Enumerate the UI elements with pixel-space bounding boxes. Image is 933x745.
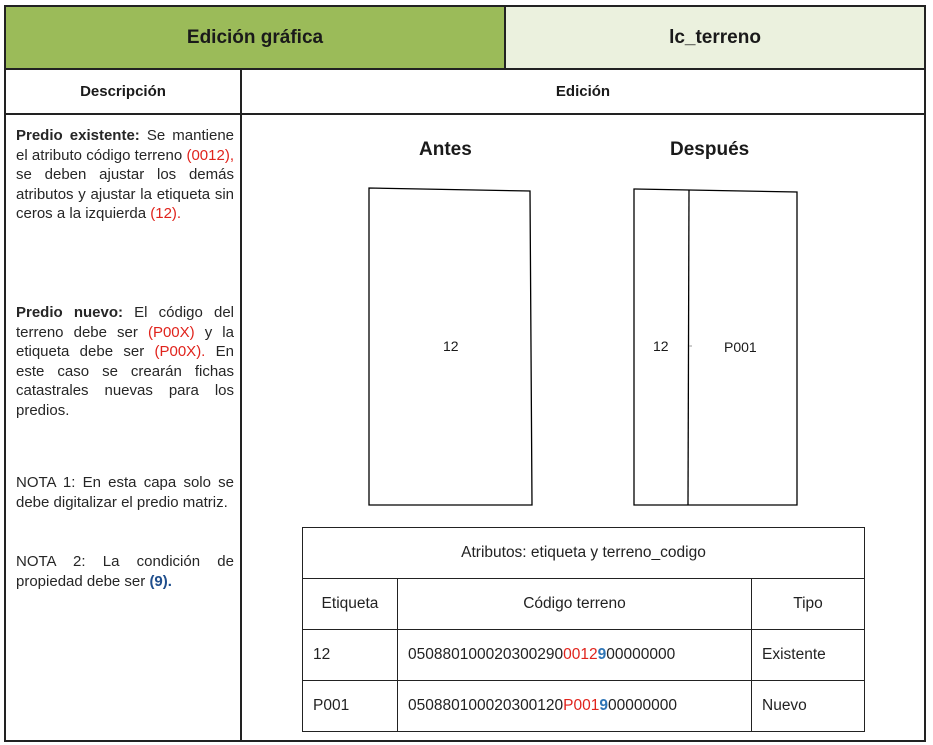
- nota-1: NOTA 1: En esta capa solo se debe digitalizar el predio matriz.: [16, 474, 234, 511]
- p1-text-1: Se mantiene el atributo código terreno: [16, 127, 235, 164]
- cell-etiqueta: P001: [303, 681, 398, 732]
- codigo-terreno-part: 0012: [563, 646, 598, 663]
- p2-text-1: El código del terreno debe ser: [16, 304, 234, 341]
- table-header-row: [303, 579, 865, 630]
- p1-text-2: se deben ajustar los demás atributos y ajustar la etiqueta sin ceros a la izquierda: [16, 166, 234, 223]
- cell-codigo-terreno: [398, 681, 752, 732]
- table-row: [303, 681, 865, 732]
- descripcion-label: Descripción: [80, 83, 166, 100]
- attributes-table: [302, 527, 865, 732]
- p2-text-2: y la etiqueta debe ser: [16, 323, 234, 361]
- codigo-condicion-part: 9: [599, 697, 608, 714]
- despues-title: Después: [670, 139, 750, 160]
- p2-text-3: En este caso se crearán fichas catastrales nuevas para los predios.: [16, 343, 235, 419]
- codigo-prefix: 050880100020300290: [408, 646, 564, 663]
- codigo-condicion-part: 9: [597, 646, 607, 663]
- table-title-row: [303, 528, 865, 579]
- cell-etiqueta: 12: [303, 630, 398, 681]
- table-row: [303, 630, 865, 681]
- codigo-suffix: 00000000: [606, 646, 676, 663]
- p1-code-value: (0012),: [186, 146, 234, 164]
- predio-existente-heading: Predio existente:: [16, 127, 140, 144]
- after-left-parcel-label: 12: [653, 338, 669, 354]
- cell-codigo-terreno: [398, 630, 752, 681]
- codigo-suffix: 00000000: [608, 697, 677, 714]
- header-left-title: Edición gráfica: [186, 26, 324, 48]
- p2-label-value: (P00X).: [154, 343, 206, 361]
- predio-nuevo-heading: Predio nuevo:: [16, 304, 123, 321]
- codigo-prefix: 050880100020300120: [408, 697, 564, 714]
- header-tipo: Tipo: [752, 579, 865, 630]
- cell-tipo: Nuevo: [752, 681, 865, 732]
- before-parcel-label: 12: [443, 338, 459, 354]
- nota-2-value: (9).: [149, 572, 172, 590]
- p1-label-value: (12).: [150, 205, 182, 223]
- header-codigo-terreno: Código terreno: [398, 579, 752, 630]
- header-right-title: lc_terreno: [669, 26, 761, 48]
- p2-code-value: (P00X): [147, 323, 195, 341]
- cell-tipo: Existente: [752, 630, 865, 681]
- after-right-parcel-label: P001: [724, 339, 757, 355]
- nota-2-text: NOTA 2: La condición de propiedad debe ser: [16, 553, 234, 590]
- antes-title: Antes: [419, 139, 472, 160]
- table-title: Atributos: etiqueta y terreno_codigo: [303, 528, 865, 579]
- codigo-terreno-part: P001: [563, 697, 600, 714]
- header-etiqueta: Etiqueta: [303, 579, 398, 630]
- edicion-label: Edición: [555, 83, 611, 100]
